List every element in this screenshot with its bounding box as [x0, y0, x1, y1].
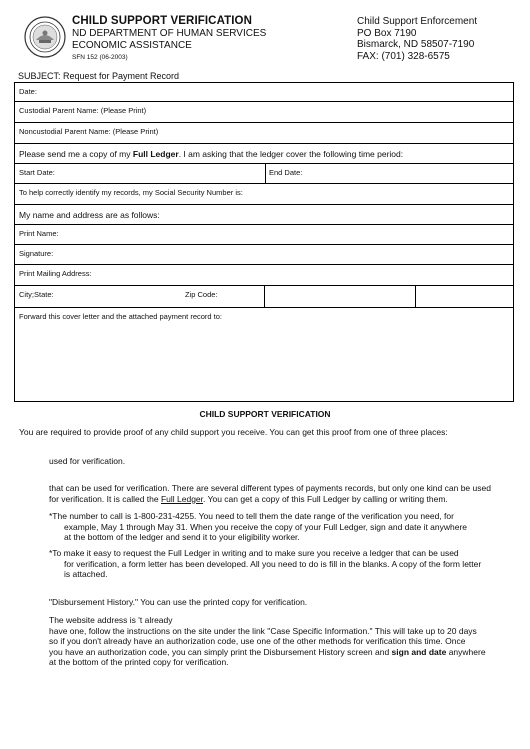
- name-address-heading: [15, 205, 513, 225]
- ssn-field[interactable]: [15, 184, 513, 205]
- request-form: [14, 82, 514, 402]
- ledger-line-2-suffix: . You can get a copy of this Full Ledger by calling or writing them.: [203, 493, 448, 504]
- subject-line: SUBJECT: Request for Payment Record: [18, 71, 180, 81]
- write-paragraph: [49, 548, 481, 580]
- signature-field[interactable]: [15, 245, 513, 265]
- web-line-5: at the bottom of the printed copy for verification.: [49, 657, 229, 667]
- date-field[interactable]: [15, 83, 513, 102]
- mailing-address-label: Print Mailing Address:: [19, 269, 92, 278]
- date-label: Date:: [19, 87, 37, 96]
- used-for-verification: used for verification.: [49, 456, 126, 466]
- name-address-label: My name and address are as follows:: [19, 210, 160, 220]
- divider: [264, 286, 265, 307]
- city-state-zip-row: [15, 286, 513, 308]
- web-line-2: have one, follow the instructions on the site under the link "Case Specific Information." This will take up to 20 days: [49, 625, 477, 636]
- city-state-label[interactable]: City;State:: [19, 290, 54, 299]
- division-name: ECONOMIC ASSISTANCE: [72, 40, 192, 51]
- forward-to-box[interactable]: [15, 308, 513, 401]
- print-name-label: Print Name:: [19, 229, 59, 238]
- full-ledger-link[interactable]: Full Ledger: [160, 493, 204, 504]
- start-date-label[interactable]: Start Date:: [19, 168, 55, 177]
- request-statement: [15, 144, 513, 164]
- web-line-1: The website address is 't already: [49, 615, 173, 625]
- print-name-field[interactable]: [15, 225, 513, 245]
- address-line-2: PO Box 7190: [357, 27, 417, 39]
- fax-line: FAX: (701) 328-6575: [357, 50, 450, 62]
- address-line-3: Bismarck, ND 58507-7190: [357, 39, 475, 50]
- custodial-parent-field[interactable]: [15, 102, 513, 123]
- divider: [265, 164, 266, 183]
- signature-label: Signature:: [19, 249, 54, 258]
- date-range-row: [15, 164, 513, 184]
- call-line-2: example, May 1 through May 31. When you receive the copy of your Full Ledger, sign and date it anywhere: [64, 521, 468, 532]
- disbursement-history-line: "Disbursement History." You can use the printed copy for verification.: [49, 597, 308, 607]
- mailing-address-field[interactable]: [15, 265, 513, 286]
- state-seal-logo: [24, 16, 66, 58]
- address-line-1: Child Support Enforcement: [357, 16, 478, 27]
- write-line-3: is attached.: [64, 569, 108, 579]
- website-paragraph: [49, 615, 486, 668]
- call-line-3: at the bottom of the ledger and send it to your eligibility worker.: [64, 532, 300, 542]
- zip-code-label[interactable]: Zip Code:: [185, 290, 218, 299]
- ssn-label: To help correctly identify my records, my Social Security Number is:: [19, 188, 243, 197]
- write-line-1: *To make it easy to request the Full Ledger in writing and to make sure you receive a ledger that can be used: [49, 548, 459, 558]
- divider: [415, 286, 416, 307]
- call-paragraph: [49, 511, 467, 543]
- web-line-3: so if you don't already have an authorization code, use one of the other methods for verification this time. Once: [49, 636, 466, 646]
- noncustodial-parent-label: Noncustodial Parent Name: (Please Print): [19, 127, 159, 136]
- request-text-prefix: Please send me a copy of my: [19, 149, 133, 159]
- form-number: SFN 152 (06-2003): [72, 54, 128, 61]
- web-line-4-suffix: anywhere: [446, 646, 486, 657]
- request-full-ledger: Full Ledger: [132, 149, 179, 159]
- end-date-label[interactable]: End Date:: [269, 168, 303, 177]
- forward-label: Forward this cover letter and the attached payment record to:: [19, 312, 223, 321]
- ledger-paragraph: [49, 483, 491, 504]
- header: [72, 15, 266, 61]
- mailing-address-block: [357, 16, 477, 62]
- ledger-line-2-prefix: for verification. It is called the: [49, 493, 161, 504]
- sign-and-date-emphasis: sign and date: [391, 646, 447, 657]
- noncustodial-parent-field[interactable]: [15, 123, 513, 144]
- call-line-1: *The number to call is 1-800-231-4255. You need to tell them the date range of the verification you need, for: [49, 511, 454, 521]
- form-title: CHILD SUPPORT VERIFICATION: [72, 15, 253, 27]
- web-line-4-prefix: you have an authorization code, you can simply print the Disbursement History screen and: [49, 646, 392, 657]
- custodial-parent-label: Custodial Parent Name: (Please Print): [19, 106, 147, 115]
- request-text-suffix: . I am asking that the ledger cover the following time period:: [178, 149, 404, 159]
- department-name: ND DEPARTMENT OF HUMAN SERVICES: [72, 28, 267, 39]
- instructions-title: CHILD SUPPORT VERIFICATION: [199, 409, 331, 419]
- write-line-2: for verification, a form letter has been developed. All you need to do is fill in the blanks. A copy of the form letter: [64, 558, 482, 569]
- ledger-line-1: that can be used for verification. There are several different types of payments records, but only one kind can be used: [49, 483, 491, 493]
- instructions-intro: You are required to provide proof of any child support you receive. You can get this proof from one of three places:: [19, 427, 448, 437]
